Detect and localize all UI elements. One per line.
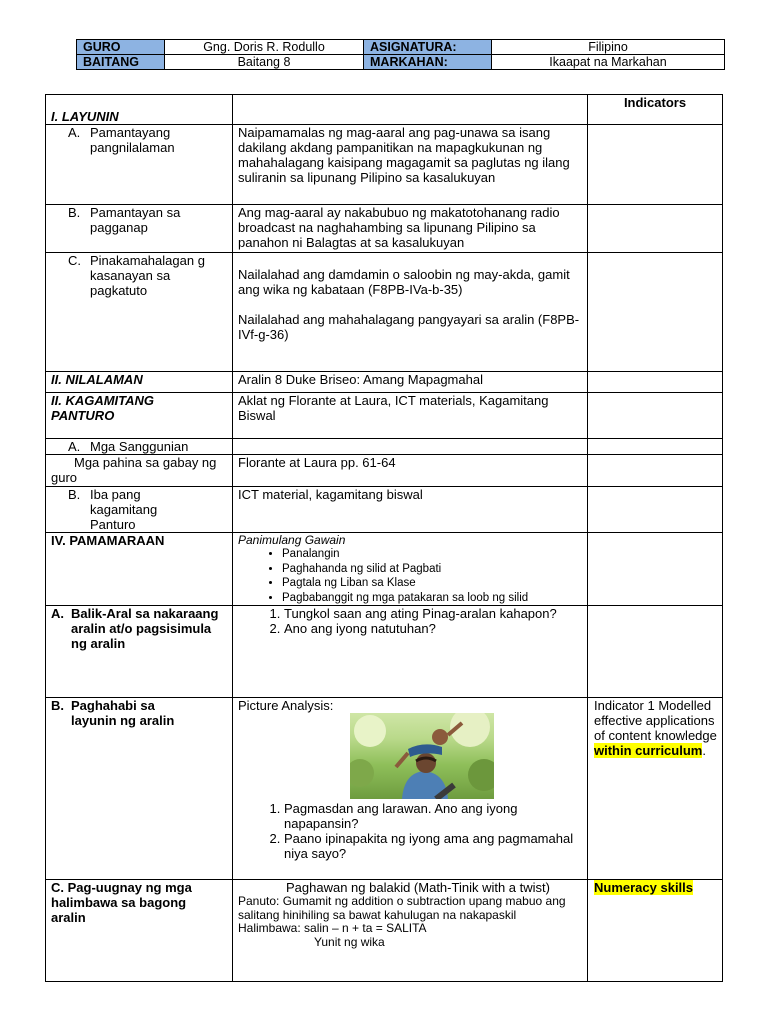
letter-a3: A. [51, 606, 64, 621]
list-item: • Pagtala ng Liban sa Klase [282, 576, 582, 591]
baitang-label: BAITANG [77, 55, 165, 70]
paghawan-heading: Paghawan ng balakid (Math-Tinik with a twist) [286, 880, 550, 895]
father-child-illustration [350, 713, 494, 799]
pagganap-label: Pamantayan sa pagganap [90, 205, 181, 235]
guro-value: Gng. Doris R. Rodullo [165, 40, 364, 55]
markahan-value: Ikaapat na Markahan [492, 55, 725, 70]
kasanayan-label: Pinakamahalagan g kasanayan sa pagkatuto [90, 253, 205, 298]
pag-uugnay-row [46, 880, 723, 982]
panimulang-list [238, 547, 582, 605]
pahina-text: Florante at Laura pp. 61-64 [238, 455, 396, 470]
panuto-text: Panuto: Gumamit ng addition o subtraction upang mabuo ang salitang hinihiling sa bawat kahulugan na nakapaskil [238, 894, 566, 922]
kasanayan-text-1: Nailalahad ang damdamin o saloobin ng may-akda, gamit ang wika ng kabataan (F8PB-IVa-b-35) [238, 267, 570, 297]
balik-aral-label: Balik-Aral sa nakaraang aralin at/o pagsisimula ng aralin [71, 606, 219, 651]
kasanayan-row [46, 253, 723, 372]
nilalaman-title: II. NILALAMAN [51, 372, 143, 387]
numeracy-skills-highlight: Numeracy skills [594, 880, 694, 895]
iba-pang-text: ICT material, kagamitang biswal [238, 487, 423, 502]
baitang-value: Baitang 8 [165, 55, 364, 70]
pamamaraan-row [46, 533, 723, 606]
kagamitan-row [46, 393, 723, 439]
indicator-1-text: Indicator 1 Modelled effective applications of content knowledge [594, 698, 717, 743]
sanggunian-label: Mga Sanggunian [90, 439, 189, 454]
markahan-label: MARKAHAN: [364, 55, 492, 70]
list-item: • Panalangin [282, 547, 582, 562]
kagamitan-title: II. KAGAMITANG PANTURO [51, 393, 155, 423]
sanggunian-row [46, 439, 723, 455]
pag-uugnay-label: C. Pag-uugnay ng mga halimbawa sa bagong aralin [51, 880, 192, 925]
letter-b3: B. [51, 698, 64, 713]
header-table [76, 39, 725, 70]
pamantayang-row [46, 125, 723, 205]
asignatura-value: Filipino [492, 40, 725, 55]
letter-b2: B. [68, 487, 81, 502]
lesson-plan-table [45, 94, 723, 982]
iba-pang-row [46, 487, 723, 533]
father-child-photo [350, 713, 494, 799]
pamantayang-label: Pamantayang pangnilalaman [90, 125, 175, 155]
indicator-1-period: . [702, 743, 706, 758]
pagganap-text: Ang mag-aaral ay nakabubuo ng makatotohanang radio broadcast na naghahambing sa lipunang Pilipino sa panahon ni Balagtas at sa kasalukuyan [238, 205, 560, 250]
balik-aral-list [238, 606, 582, 636]
picture-analysis-label: Picture Analysis: [238, 698, 334, 713]
indicator-1-highlight: within curriculum [594, 743, 703, 758]
list-item: • Pagbabanggit ng mga patakaran sa loob ng silid [282, 591, 582, 606]
letter-a: A. [68, 125, 81, 140]
pahina-row [46, 455, 723, 487]
guro-label: GURO [77, 40, 165, 55]
iba-pang-label: Iba pang kagamitang Panturo [90, 487, 158, 532]
kasanayan-text-2: Nailalahad ang mahahalagang pangyayari sa aralin (F8PB-IVf-g-36) [238, 312, 580, 342]
list-item: 1. Tungkol saan ang ating Pinag-aralan kahapon? [284, 606, 582, 621]
nilalaman-text: Aralin 8 Duke Briseo: Amang Mapagmahal [238, 372, 483, 387]
halimbawa-text: Halimbawa: salin – n + ta = SALITA [238, 921, 427, 935]
paghahabi-list [238, 801, 582, 861]
panimulang-gawain: Panimulang Gawain [238, 533, 346, 547]
nilalaman-row [46, 372, 723, 393]
layunin-title: I. LAYUNIN [51, 109, 119, 124]
balik-aral-row [46, 606, 723, 698]
paghahabi-label: Paghahabi sa layunin ng aralin [71, 698, 175, 728]
list-item: 2. Paano ipinapakita ng iyong ama ang pagmamahal niya sayo? [284, 831, 582, 861]
kagamitan-text: Aklat ng Florante at Laura, ICT materials, Kagamitang Biswal [238, 393, 549, 423]
list-item: 1. Pagmasdan ang larawan. Ano ang iyong napapansin? [284, 801, 582, 831]
paghahabi-row [46, 698, 723, 880]
pagganap-row [46, 205, 723, 253]
list-item: 2. Ano ang iyong natutuhan? [284, 621, 582, 636]
letter-c: C. [68, 253, 81, 268]
asignatura-label: ASIGNATURA: [364, 40, 492, 55]
pahina-label: Mga pahina sa gabay ng guro [51, 455, 217, 485]
letter-b: B. [68, 205, 81, 220]
pamantayang-text: Naipamamalas ng mag-aaral ang pag-unawa sa isang dakilang akdang pampanitikan na mapagkukunan ng mahahalagang kaisipang magagamit sa paglutas ng ilang suliranin sa lipunang Pilipino sa kasalukuyan [238, 125, 570, 185]
layunin-row [46, 95, 723, 125]
indicators-header: Indicators [623, 95, 687, 110]
pamamaraan-title: IV. PAMAMARAAN [51, 533, 165, 548]
yunit-text: Yunit ng wika [314, 934, 385, 949]
list-item: • Paghahanda ng silid at Pagbati [282, 562, 582, 577]
letter-a2: A. [68, 439, 81, 454]
